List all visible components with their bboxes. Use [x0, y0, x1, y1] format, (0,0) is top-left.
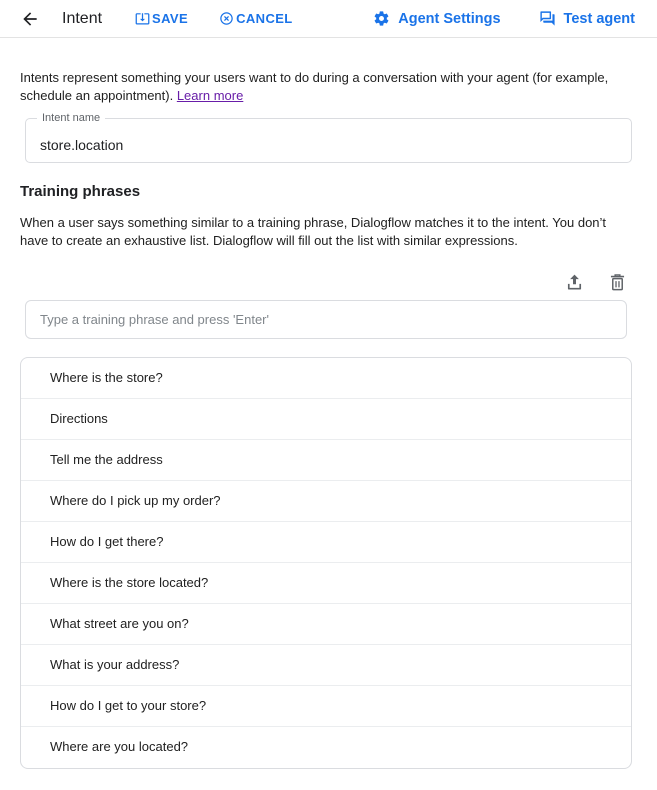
training-phrase-row[interactable]: How do I get to your store?: [21, 686, 631, 727]
trash-icon: [607, 272, 628, 293]
intro-text: [20, 69, 620, 105]
delete-phrases-button[interactable]: [607, 272, 628, 293]
training-phrase-row[interactable]: Where are you located?: [50, 739, 189, 754]
training-phrase-row[interactable]: Tell me the address: [21, 440, 631, 481]
training-phrase-row[interactable]: Where is the store?: [21, 358, 631, 399]
save-icon: [135, 11, 150, 26]
training-phrase-row[interactable]: How do I get there?: [21, 522, 631, 563]
topbar: [0, 0, 657, 38]
test-agent-label: Test agent: [563, 10, 635, 27]
cancel-button-label: CANCEL: [236, 11, 293, 26]
save-button-label: SAVE: [152, 11, 189, 26]
forum-chat-icon: [539, 10, 556, 27]
save-button[interactable]: [135, 11, 188, 26]
training-phrases-toolbar: [20, 271, 628, 293]
agent-settings-button[interactable]: [373, 10, 500, 27]
intro-text-body: Intents represent something your users want to do during a conversation with your agent (for example, schedule an appointment).: [20, 70, 609, 103]
training-phrases-heading: Training phrases: [20, 183, 141, 200]
training-phrase-row[interactable]: What street are you on?: [21, 604, 631, 645]
upload-phrases-button[interactable]: [564, 272, 585, 293]
intent-editor: [0, 69, 657, 769]
training-phrase-row[interactable]: What is your address?: [21, 645, 631, 686]
back-button[interactable]: [20, 9, 40, 29]
intent-name-floating-label: Intent name: [37, 112, 105, 125]
cancel-icon: [219, 11, 234, 26]
training-phrase-list: [20, 357, 632, 769]
back-arrow-icon: [20, 9, 40, 29]
training-phrase-row[interactable]: Where is the store located?: [21, 563, 631, 604]
training-phrase-row[interactable]: Where do I pick up my order?: [21, 481, 631, 522]
cancel-button[interactable]: [219, 11, 293, 26]
learn-more-link[interactable]: Learn more: [176, 88, 244, 103]
training-phrases-description: When a user says something similar to a training phrase, Dialogflow matches it to the intent. You don’t have to create an exhaustive list. Dialogflow will fill out the list with similar expressions.: [20, 215, 607, 248]
page-title: Intent: [62, 9, 103, 27]
intent-name-field: [25, 112, 632, 163]
training-phrase-input[interactable]: [25, 300, 627, 339]
test-agent-button[interactable]: [539, 10, 635, 27]
gear-icon: [373, 10, 390, 27]
upload-icon: [564, 272, 585, 293]
training-phrase-row[interactable]: Directions: [21, 399, 631, 440]
agent-settings-label: Agent Settings: [398, 10, 501, 27]
intent-name-input[interactable]: [26, 119, 631, 162]
